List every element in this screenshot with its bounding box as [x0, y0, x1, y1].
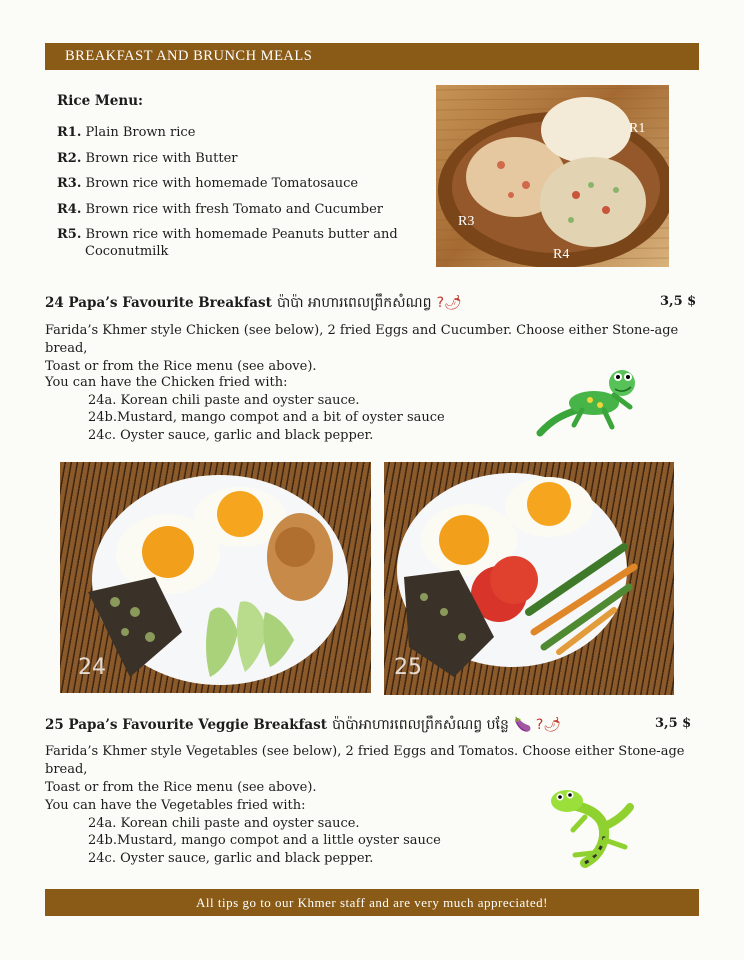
dish-24-option-b: 24b.Mustard, mango compot and a bit of oyster sauce [88, 410, 445, 425]
lizard-icon [532, 365, 642, 440]
rice-item-r4 [57, 201, 402, 218]
dish-24-option-c: 24c. Oyster sauce, garlic and black pepper. [88, 427, 374, 443]
rice-item-name: Brown rice with homemade Peanuts butter and [85, 227, 398, 242]
dish-25-fried-intro: You can have the Vegetables fried with: [45, 798, 306, 813]
dish-24-khmer-title: ប៉ាប៉ា អាហារពេលព្រឹកសំណព្វ [276, 295, 432, 311]
rice-photo [436, 85, 669, 267]
rice-item-name: Brown rice with homemade Tomatosauce [85, 176, 359, 191]
eggplant-spicy-icon: 🍆 ?🌶 [513, 717, 562, 733]
dish-25-options [45, 797, 505, 867]
dish-25-price: 3,5 $ [655, 716, 692, 731]
rice-photo-art [436, 85, 669, 267]
rice-item-code: R4. [57, 201, 82, 217]
dish-24-fried-intro: You can have the Chicken fried with: [45, 375, 288, 390]
dish-25-photo-art [384, 462, 674, 695]
rice-item-r2 [57, 150, 402, 167]
dish-24-price: 3,5 $ [660, 294, 697, 309]
dish-24-desc-line2: Toast or from the Rice menu (see above). [45, 359, 317, 374]
tips-footer-banner: All tips go to our Khmer staff and are very much appreciated! [45, 889, 699, 916]
rice-photo-label-r3: R3 [458, 214, 475, 229]
rice-item-name-cont: Coconutmilk [85, 244, 169, 259]
gecko-icon [545, 785, 645, 870]
section-header-banner: BREAKFAST AND BRUNCH MEALS [45, 43, 699, 70]
dish-24-options [45, 374, 505, 444]
rice-menu-title: Rice Menu: [57, 93, 144, 109]
dish-24-title: 24 Papa’s Favourite Breakfast [45, 295, 272, 311]
rice-item-code: R5. [57, 227, 82, 242]
dish-25-title: 25 Papa’s Favourite Veggie Breakfast [45, 717, 327, 733]
rice-item-code: R3. [57, 176, 82, 191]
dish-24-photo-art [60, 462, 371, 693]
dish-25-heading [45, 714, 635, 736]
dish-25-photo-number: 25 [394, 655, 422, 680]
dish-25-desc-line1: Farida’s Khmer style Vegetables (see below), 2 fried Eggs and Tomatos. Choose either Stone-age bread, [45, 744, 685, 777]
dish-25-desc-line2: Toast or from the Rice menu (see above). [45, 780, 317, 795]
dish-24-photo [60, 462, 371, 693]
rice-item-code: R1. [57, 125, 82, 140]
dish-25-photo [384, 462, 674, 695]
rice-item-r1 [57, 124, 402, 141]
rice-item-name: Brown rice with fresh Tomato and Cucumber [85, 201, 383, 217]
dish-24-heading [45, 292, 605, 314]
dish-24-option-a: 24a. Korean chili paste and oyster sauce. [88, 392, 360, 408]
dish-24-photo-number: 24 [78, 655, 106, 680]
rice-photo-label-r4: R4 [553, 247, 570, 262]
rice-item-name: Brown rice with Butter [85, 150, 238, 166]
spicy-question-icon: ?🌶 [436, 295, 462, 311]
dish-25-option-a: 24a. Korean chili paste and oyster sauce. [88, 815, 360, 831]
dish-24-desc-line1: Farida’s Khmer style Chicken (see below), 2 fried Eggs and Cucumber. Choose either Stone-age bread, [45, 323, 679, 356]
rice-item-name: Plain Brown rice [85, 125, 196, 140]
rice-menu-list [57, 124, 402, 269]
rice-item-r5 [57, 226, 402, 260]
dish-25-khmer-title: ប៉ាប៉ាអាហារពេលព្រឹកសំណព្វ បន្លែ [332, 717, 509, 733]
rice-item-code: R2. [57, 150, 82, 166]
dish-25-option-b: 24b.Mustard, mango compot and a little oyster sauce [88, 833, 441, 848]
rice-item-r3 [57, 175, 402, 192]
dish-25-option-c: 24c. Oyster sauce, garlic and black pepper. [88, 850, 374, 866]
rice-photo-label-r1: R1 [629, 121, 646, 136]
